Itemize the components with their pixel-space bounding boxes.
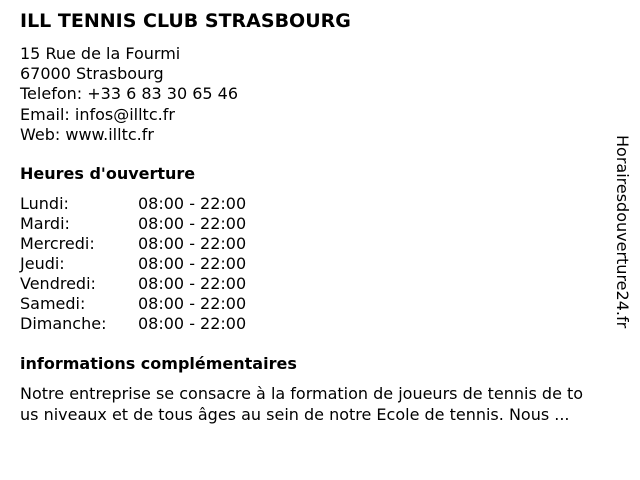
time-range: 08:00 - 22:00 bbox=[138, 254, 247, 273]
address-city: 67000 Strasbourg bbox=[20, 64, 164, 84]
description-line: us niveaux et de tous âges au sein de notre Ecole de tennis. Nous ... bbox=[20, 405, 570, 424]
time-range: 08:00 - 22:00 bbox=[138, 194, 247, 213]
business-name: ILL TENNIS CLUB STRASBOURG bbox=[20, 10, 351, 32]
time-range: 08:00 - 22:00 bbox=[138, 214, 247, 233]
description-text bbox=[20, 383, 630, 425]
day-label: Mardi: bbox=[20, 214, 70, 233]
day-label: Dimanche: bbox=[20, 314, 107, 333]
description-line: Notre entreprise se consacre à la formation de joueurs de tennis de to bbox=[20, 384, 584, 403]
watermark bbox=[612, 135, 632, 345]
day-label: Samedi: bbox=[20, 294, 86, 313]
time-range: 08:00 - 22:00 bbox=[138, 294, 247, 313]
additional-info-heading: informations complémentaires bbox=[20, 354, 297, 373]
day-label: Jeudi: bbox=[20, 254, 65, 273]
day-label: Lundi: bbox=[20, 194, 69, 213]
contact-block bbox=[20, 44, 238, 145]
watermark-text: Horairesdouverture24.fr bbox=[613, 135, 632, 329]
time-range: 08:00 - 22:00 bbox=[138, 274, 247, 293]
opening-hours-heading: Heures d'ouverture bbox=[20, 164, 196, 183]
time-range: 08:00 - 22:00 bbox=[138, 314, 247, 333]
day-label: Mercredi: bbox=[20, 234, 95, 253]
day-label: Vendredi: bbox=[20, 274, 96, 293]
address-street: 15 Rue de la Fourmi bbox=[20, 44, 181, 63]
phone-number: Telefon: +33 6 83 30 65 46 bbox=[20, 84, 239, 104]
time-range: 08:00 - 22:00 bbox=[138, 234, 247, 253]
email-address: Email: infos@illtc.fr bbox=[20, 104, 175, 124]
website: Web: www.illtc.fr bbox=[20, 124, 154, 144]
